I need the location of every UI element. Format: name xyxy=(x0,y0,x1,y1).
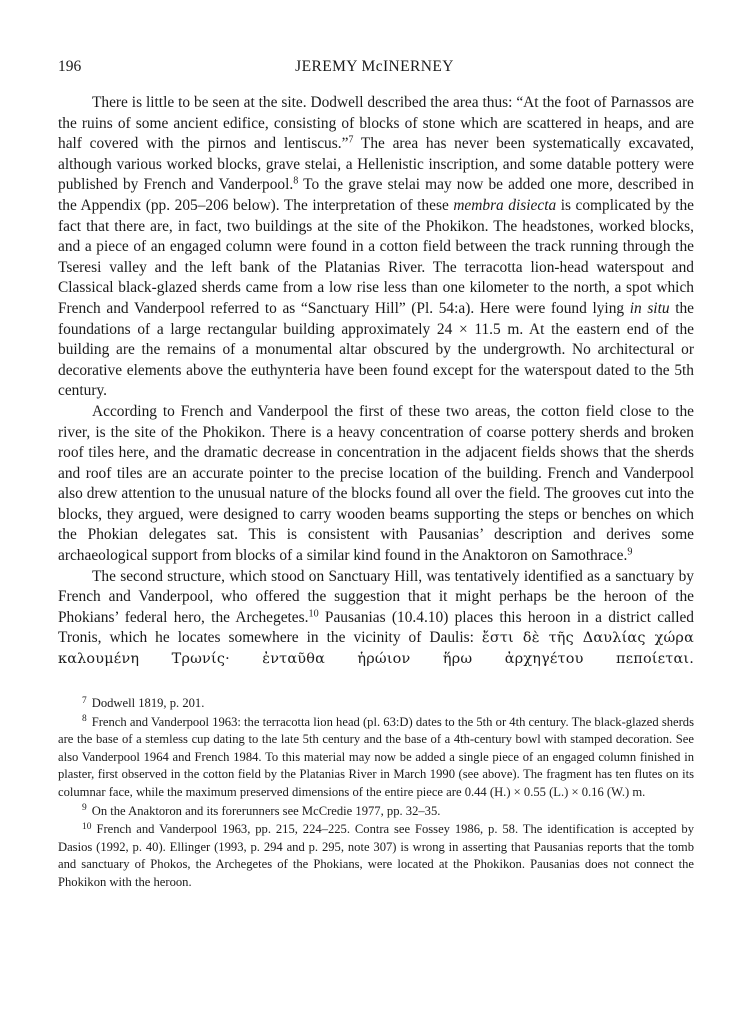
body-text xyxy=(58,93,694,670)
footnote-ref-10[interactable]: 10 xyxy=(308,608,319,620)
paragraph-3-text-2: Pausanias (10.4.10) places this heroon in a district called Tronis, which he locates somewhere in the vicinity of Daulis: xyxy=(58,608,695,647)
footnote-ref-8[interactable]: 8 xyxy=(293,175,299,187)
greek-quotation: ἔστι δὲ τῆς Δαυλίας χώρα καλουμένη Τρωνίς· ἐνταῦθα ἡρώιον ἥρω ἀρχηγέτου πεποίεται. xyxy=(58,630,694,668)
paragraph-1-text-1: There is little to be seen at the site. Dodwell described the area thus: “At the foot of Parnassos are the ruins of some ancient edifice, consisting of blocks of stone which are scattered in heaps, and are half covered with the pirnos and lentiscus.” xyxy=(58,94,694,153)
footnote-9 xyxy=(58,803,694,821)
footnote-7 xyxy=(58,695,694,713)
footnote-10-number: 10 xyxy=(82,821,92,832)
footnote-7-number: 7 xyxy=(82,695,87,706)
paragraph-1-text-3: To the grave stelai may now be added one more, described in the Appendix (pp. 205–206 below). The interpretation of these xyxy=(58,176,695,214)
footnote-8-text: French and Vanderpool 1963: the terracotta lion head (pl. 63:D) dates to the 5th or 4th century. The black-glazed sherds are the base of a stemless cup dating to the late 5th century and the base of a 4th-century bowl with stamped decoration. See also Vanderpool 1964 and French 1984. To this material may now be added a single piece of an engaged column finished in plaster, first observed in the cotton field by the Platanias River in March 1990 (see above). The fragment has ten flutes on its columnar face, while the maximum preserved dimensions of the entire piece are 0.44 (H.) × 0.55 (L.) × 0.16 (W.) m. xyxy=(58,714,694,799)
footnote-ref-9[interactable]: 9 xyxy=(627,546,633,558)
paragraph-1-text-2: The area has never been systematically excavated, although various worked blocks, grave stelai, a Hellenistic inscription, and some datable pottery were published by French and Vanderpool. xyxy=(58,135,695,194)
italic-membra-disiecta: membra disiecta xyxy=(453,196,557,214)
page-header xyxy=(58,58,691,78)
footnote-8-number: 8 xyxy=(82,714,87,725)
footnote-7-text: Dodwell 1819, p. 201. xyxy=(91,696,205,710)
footnote-9-text: On the Anaktoron and its forerunners see McCredie 1977, pp. 32–35. xyxy=(91,803,441,818)
paragraph-2-text-1: According to French and Vanderpool the first of these two areas, the cotton field close to the river, is the site of the Phokikon. There is a heavy concentration of coarse pottery sherds and broken roof tiles here, and the dramatic decrease in concentration in the adjacent fields shows that the sherds and roof tiles are an accurate pointer to the precise location of the building. French and Vanderpool also drew attention to the unusual nature of the blocks found all over the field. The grooves cut into the blocks, they argued, were designed to carry wooden beams supporting the steps or benches on which the Phokian delegates sat. This is consistent with Pausanias’ description and derives some archaeological support from blocks of a similar kind found in the Anaktoron on Samothrace. xyxy=(58,402,694,565)
page-number: 196 xyxy=(58,58,82,75)
running-head: JEREMY McINERNEY xyxy=(295,58,454,75)
paragraph-3 xyxy=(58,567,694,670)
paragraph-1-text-5: the foundations of a large rectangular building approximately 24 × 11.5 m. At the eastern end of the building are the remains of a monumental altar obscured by the undergrowth. No architectural or decorative elements above the euthynteria have been found except for the waterspout dated to the 5th century. xyxy=(58,299,694,400)
italic-in-situ: in situ xyxy=(629,299,670,317)
paragraph-1 xyxy=(58,93,694,402)
footnote-ref-7[interactable]: 7 xyxy=(348,134,354,146)
footnote-10-text: French and Vanderpool 1963, pp. 215, 224–225. Contra see Fossey 1986, p. 58. The identification is accepted by Dasios (1992, p. 40). Ellinger (1993, p. 294 and p. 295, note 307) is wrong in asserting that Pausanias reports that the tomb and sanctuary of Phokos, the Archegetes of the Phokians, were located at the Phokikon. Pausanias does not connect the Phokikon with the heroon. xyxy=(58,822,694,889)
paragraph-1-text-4: is complicated by the fact that there are, in fact, two buildings at the site of the Phokikon. The headstones, worked blocks, and a piece of an engaged column were found in a cotton field between the track running through the Tseresi valley and the left bank of the Platanias River. The terracotta lion-head waterspout and Classical black-glazed sherds came from a low rise less than one kilometer to the north, a spot which French and Vanderpool referred to as “Sanctuary Hill” (Pl. 54:a). Here were found lying xyxy=(58,196,694,317)
footnote-8 xyxy=(58,714,694,802)
paragraph-3-text-1: The second structure, which stood on Sanctuary Hill, was tentatively identified as a sanctuary by French and Vanderpool, who offered the suggestion that it might perhaps be the heroon of the Phokians’ federal hero, the Archegetes. xyxy=(58,567,694,626)
footnote-10 xyxy=(58,821,694,891)
paragraph-2 xyxy=(58,402,694,567)
footnote-9-number: 9 xyxy=(82,803,87,814)
footnotes xyxy=(58,695,694,893)
